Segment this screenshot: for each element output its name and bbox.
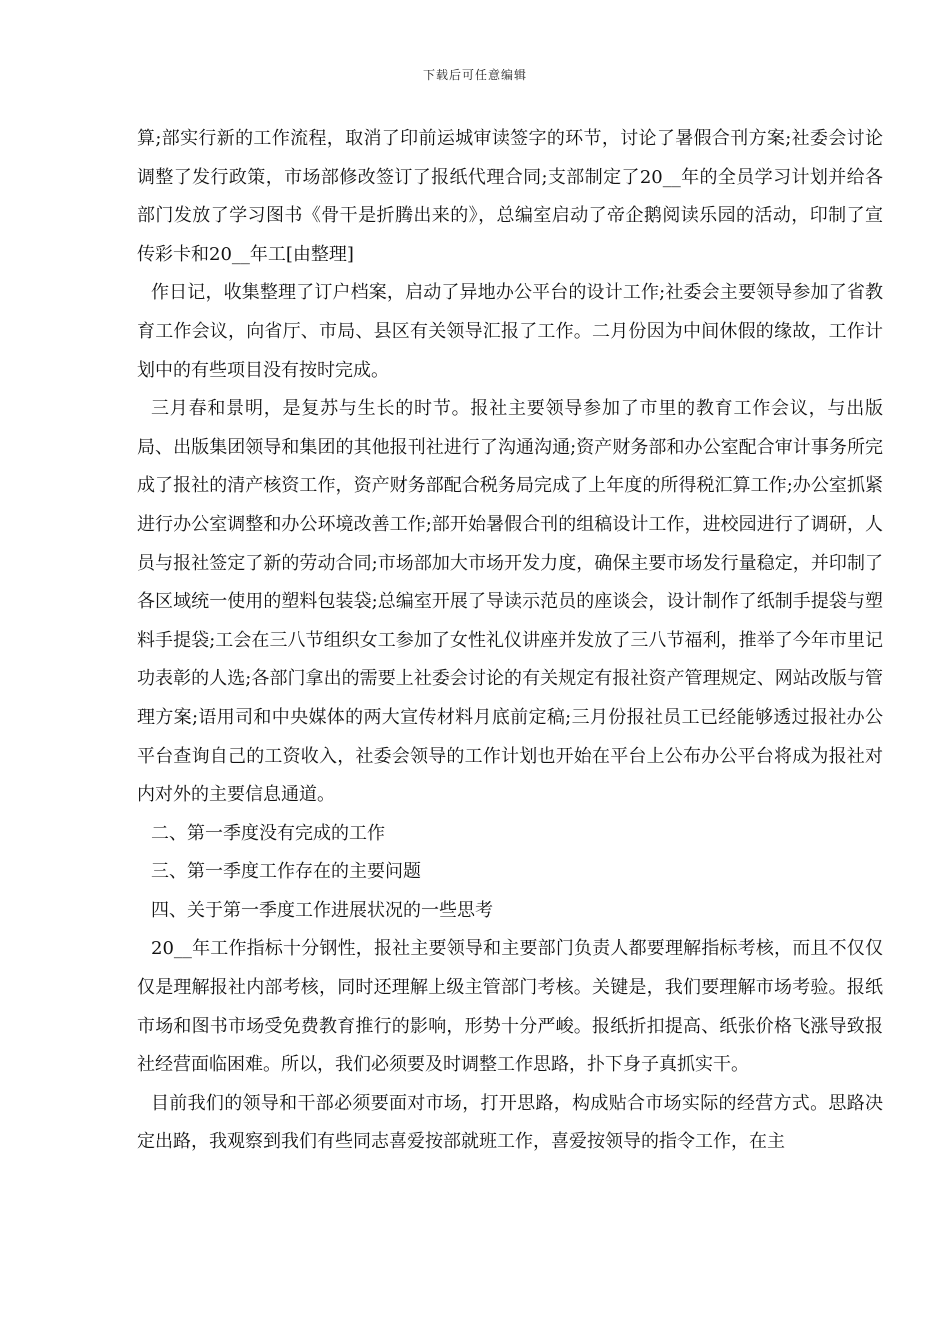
section-heading: 三、第一季度工作存在的主要问题 bbox=[151, 861, 421, 883]
header-note: 下载后可任意编辑 bbox=[422, 68, 527, 82]
section-heading: 四、关于第一季度工作进展状况的一些思考 bbox=[151, 899, 493, 921]
document-body bbox=[137, 120, 883, 1162]
paragraph: 作日记，收集整理了订户档案，启动了异地办公平台的设计工作;社委会主要领导参加了省教育工作会议，向省厅、市局、县区有关领导汇报了工作。二月份因为中间休假的缘故，工作计划中的有些项目没有按时完成。 bbox=[137, 282, 883, 381]
paragraph: 算;部实行新的工作流程，取消了印前运城审读签字的环节，讨论了暑假合刊方案;社委会讨论调整了发行政策，市场部修改签订了报纸代理合同;支部制定了20__年的全员学习计划并给各部门发放了学习图书《骨干是折腾出来的》，总编室启动了帝企鹅阅读乐园的活动，印制了宣传彩卡和20__年工[由整理] bbox=[137, 128, 883, 265]
paragraph: 20__年工作指标十分钢性，报社主要领导和主要部门负责人都要理解指标考核，而且不仅仅仅是理解报社内部考核，同时还理解上级主管部门考核。关键是，我们要理解市场考验。报纸市场和图书市场受免费教育推行的影响，形势十分严峻。报纸折扣提高、纸张价格飞涨导致报社经营面临困难。所以，我们必须要及时调整工作思路，扑下身子真抓实干。 bbox=[137, 938, 883, 1076]
paragraph: 目前我们的领导和干部必须要面对市场，打开思路，构成贴合市场实际的经营方式。思路决定出路，我观察到我们有些同志喜爱按部就班工作，喜爱按领导的指令工作，在主 bbox=[137, 1092, 883, 1153]
section-heading: 二、第一季度没有完成的工作 bbox=[151, 822, 385, 844]
paragraph: 三月春和景明，是复苏与生长的时节。报社主要领导参加了市里的教育工作会议，与出版局、出版集团领导和集团的其他报刊社进行了沟通沟通;资产财务部和办公室配合审计事务所完成了报社的清产核资工作，资产财务部配合税务局完成了上年度的所得税汇算工作;办公室抓紧进行办公室调整和办公环境改善工作;部开始暑假合刊的组稿设计工作，进校园进行了调研，人员与报社签定了新的劳动合同;市场部加大市场开发力度，确保主要市场发行量稳定，并印制了各区域统一使用的塑料包装袋;总编室开展了导读示范员的座谈会，设计制作了纸制手提袋与塑料手提袋;工会在三八节组织女工参加了女性礼仪讲座并发放了三八节福利，推举了今年市里记功表彰的人选;各部门拿出的需要上社委会讨论的有关规定有报社资产管理规定、网站改版与管理方案;语用司和中央媒体的两大宣传材料月底前定稿;三月份报社员工已经能够透过报社办公平台查询自己的工资收入，社委会领导的工作计划也开始在平台上公布办公平台将成为报社对内对外的主要信息通道。 bbox=[137, 398, 883, 806]
